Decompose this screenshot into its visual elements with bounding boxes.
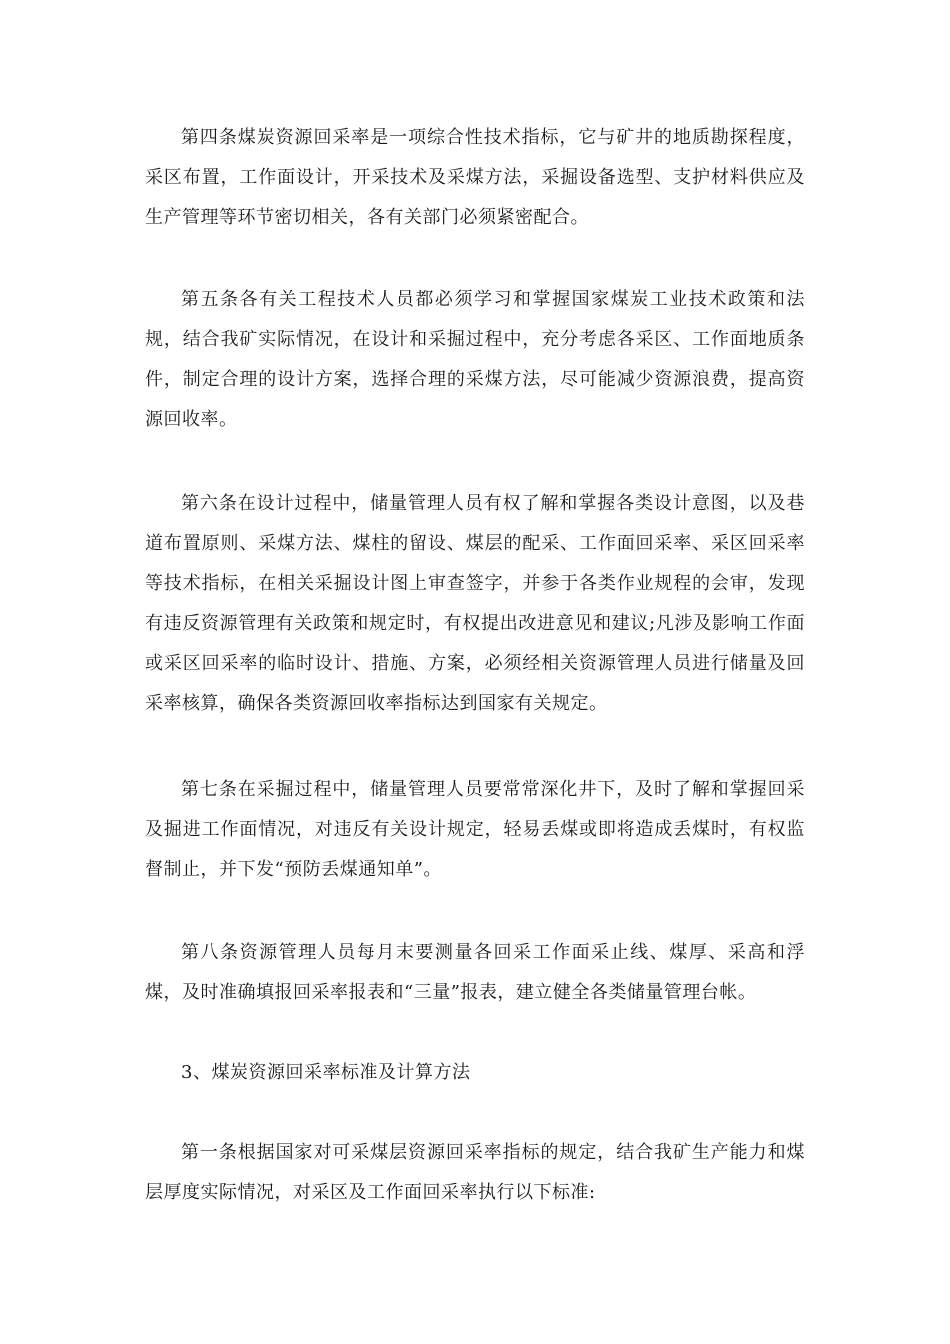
paragraph-article-6: 第六条在设计过程中，储量管理人员有权了解和掌握各类设计意图，以及巷道布置原则、采煤方法、煤柱的留设、煤层的配采、工作面回采率、采区回采率等技术指标，在相关采掘设计图上审查签字，并参于各类作业规程的会审，发现有违反资源管理有关政策和规定时，有权提出改进意见和建议;凡涉及影响工作面或采区回采率的临时设计、措施、方案，必须经相关资源管理人员进行储量及回采率核算，确保各类资源回收率指标达到国家有关规定。 [145, 493, 805, 714]
paragraph-article-8: 第八条资源管理人员每月末要测量各回采工作面采止线、煤厚、采高和浮煤，及时准确填报回采率报表和“三量”报表，建立健全各类储量管理台帐。 [145, 942, 805, 1003]
paragraph-article-4: 第四条煤炭资源回采率是一项综合性技术指标，它与矿井的地质勘探程度，采区布置，工作面设计，开采技术及采煤方法，采掘设备选型、支护材料供应及生产管理等环节密切相关，各有关部门必须紧密配合。 [145, 127, 805, 228]
paragraph-article-1: 第一条根据国家对可采煤层资源回采率指标的规定，结合我矿生产能力和煤层厚度实际情况，对采区及工作面回采率执行以下标准: [145, 1142, 805, 1203]
paragraph-article-7: 第七条在采掘过程中，储量管理人员要常常深化井下，及时了解和掌握回采及掘进工作面情况，对违反有关设计规定，轻易丢煤或即将造成丢煤时，有权监督制止，并下发“预防丢煤通知单”。 [145, 779, 805, 880]
section-heading-3: 3、煤炭资源回采率标准及计算方法 [181, 1062, 471, 1083]
paragraph-article-5: 第五条各有关工程技术人员都必须学习和掌握国家煤炭工业技术政策和法规，结合我矿实际情况，在设计和采掘过程中，充分考虑各采区、工作面地质条件，制定合理的设计方案，选择合理的采煤方法，尽可能减少资源浪费，提高资源回收率。 [145, 289, 805, 430]
